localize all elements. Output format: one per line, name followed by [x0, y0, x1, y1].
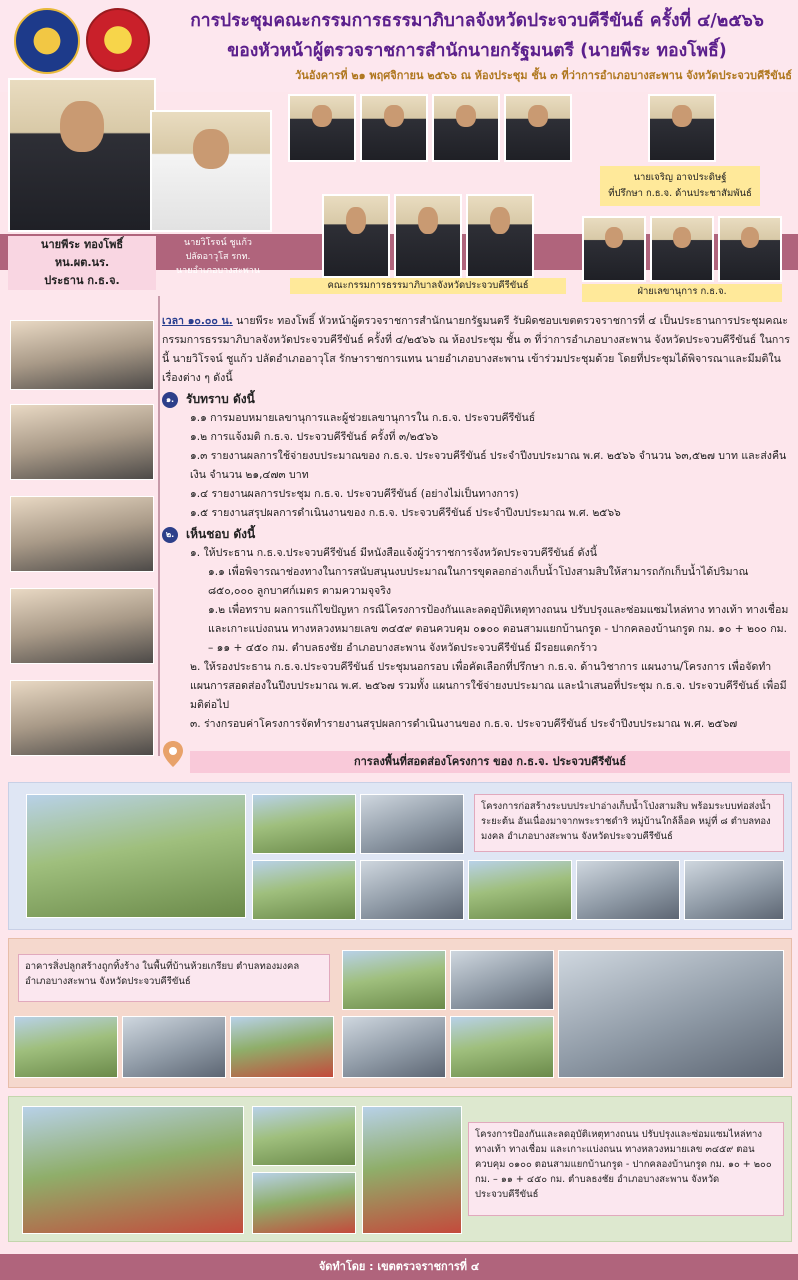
project-2-photo — [14, 1016, 118, 1078]
project-2-photo — [558, 950, 784, 1078]
committee-member-photo — [432, 94, 500, 162]
section-1-title: รับทราบ ดังนี้ — [186, 392, 255, 406]
committee-member-photo — [360, 94, 428, 162]
intro-paragraph — [162, 312, 792, 388]
advisor-caption — [600, 166, 760, 206]
committee-member-photo — [504, 94, 572, 162]
project-1-photo — [684, 860, 784, 920]
meeting-summary — [162, 312, 792, 734]
location-pin-icon — [162, 740, 184, 768]
section-1-heading — [162, 390, 792, 409]
project-3-description: โครงการป้องกันและลดอุบัติเหตุทางถนน ปรับปรุงและซ่อมแซมไหล่ทาง ทางเท้า ทางเชื่อม และเกาะแบ่งถนน ทางหลวงหมายเลข ๓๔๕๙ ตอนควบคุม ๐๑๐๐ ตอนสามแยกบ้านกรูด - ปากคลองบ้านกรูด กม. ๑๐ + ๒๐๐ กม. – ๑๑ + ๔๕๐ กม. ตำบลธงชัย อำเภอบางสะพาน จังหวัดประจวบคีรีขันธ์ — [468, 1122, 784, 1216]
list-item: ๑.๕ รายงานสรุปผลการดำเนินงานของ ก.ธ.จ. ประจวบคีรีขันธ์ ประจำปีงบประมาณ พ.ศ. ๒๕๖๖ — [190, 507, 621, 519]
list-item: ๑.๑ เพื่อพิจารณาช่องทางในการสนับสนุนงบประมาณในการขุดลอกอ่างเก็บน้ำโป่งสามสิบให้สามารถกักเก็บน้ำได้ปริมาณ ๘๕๐,๐๐๐ ลูกบาศก์เมตร ตามความจุจริง — [208, 566, 749, 597]
project-3-photo — [252, 1172, 356, 1234]
list-item: ๑.๒ เพื่อทราบ ผลการแก้ไขปัญหา กรณีโครงการป้องกันและลดอุบัติเหตุทางถนน ปรับปรุงและซ่อมแซมไหล่ทาง ทางเท้า ทางเชื่อม และเกาะแบ่งถนน ทางหลวงหมายเลข ๓๔๕๙ ตอนควบคุม ๐๑๐๐ ตอนสามแยกบ้านกรูด - ปากคลองบ้านกรูด กม. ๑๐ + ๒๐๐ กม. – ๑๑ + ๔๕๐ กม. ตำบลธงชัย อำเภอบางสะพาน จังหวัดประจวบคีรีขันธ์ มีรอยแตกร้าว — [208, 604, 789, 654]
page-subtitle: ของหัวหน้าผู้ตรวจราชการสำนักนายกรัฐมนตรี (นายพีระ ทองโพธิ์) — [227, 41, 727, 61]
project-2-photo — [122, 1016, 226, 1078]
project-2-photo — [450, 1016, 554, 1078]
project-1-photo — [252, 860, 356, 920]
project-2-photo — [450, 950, 554, 1010]
section-2-number: ๒. — [162, 527, 178, 543]
section-2-heading — [162, 525, 792, 544]
chair-role: ประธาน ก.ธ.จ. — [44, 274, 120, 287]
deputy-caption — [162, 236, 274, 288]
intro-time: เวลา ๑๐.๐๐ น. — [162, 315, 233, 327]
project-1-photo — [26, 794, 246, 918]
secretariat-caption: ฝ่ายเลขานุการ ก.ธ.จ. — [582, 284, 782, 302]
chair-name: นายพีระ ทองโพธิ์ — [40, 238, 124, 251]
project-1-description: โครงการก่อสร้างระบบประปาอ่างเก็บน้ำโป่งสามสิบ พร้อมระบบท่อส่งน้ำระยะต้น อันเนื่องมาจากพระราชดำริ หมู่บ้านใกล้ล็อค หมู่ที่ ๘ ตำบลทองมงคล อำเภอบางสะพาน จังหวัดประจวบคีรีขันธ์ — [474, 794, 784, 852]
list-item: ๑. ให้ประธาน ก.ธ.จ.ประจวบคีรีขันธ์ มีหนังสือแจ้งผู้ว่าราชการจังหวัดประจวบคีรีขันธ์ ดังนี้ — [190, 547, 597, 559]
meeting-photo — [10, 320, 154, 390]
project-2-photo — [342, 1016, 446, 1078]
meeting-photo — [10, 588, 154, 664]
section-1-number: ๑. — [162, 392, 178, 408]
deputy-role: นายอำเภอบางสะพาน — [176, 266, 260, 276]
site-visit-banner: การลงพื้นที่สอดส่องโครงการ ของ ก.ธ.จ. ประจวบคีรีขันธ์ — [190, 751, 790, 773]
province-seal-logo — [86, 8, 150, 72]
list-item: ๒. ให้รองประธาน ก.ธ.จ.ประจวบคีรีขันธ์ ประชุมนอกรอบ เพื่อคัดเลือกที่ปรึกษา ก.ธ.จ. ด้านวิชาการ แผนงาน/โครงการ เพื่อจัดทำแผนการสอดส่องในปีงบประมาณ พ.ศ. ๒๕๖๗ รวมทั้ง แผนการใช้จ่ายงบประมาณ และนำเสนอที่ประชุม ก.ธ.จ. ประจวบคีรีขันธ์ เพื่อมีมติต่อไป — [190, 661, 787, 711]
secretariat-photo — [650, 216, 714, 282]
deputy-position: ปลัดอาวุโส รกท. — [185, 252, 251, 262]
project-3-photo — [362, 1106, 462, 1234]
committee-member-photo — [394, 194, 462, 278]
footer-credit: จัดทำโดย : เขตตรวจราชการที่ ๔ — [0, 1254, 798, 1280]
project-3-photo — [252, 1106, 356, 1166]
committee-member-photo — [288, 94, 356, 162]
committee-member-photo — [466, 194, 534, 278]
project-2-photo — [342, 950, 446, 1010]
project-1-photo — [360, 860, 464, 920]
list-item: ๑.๒ การแจ้งมติ ก.ธ.จ. ประจวบคีรีขันธ์ ครั้งที่ ๓/๒๕๖๖ — [190, 431, 439, 443]
divider — [158, 296, 160, 756]
deputy-name: นายวิโรจน์ ชูแก้ว — [184, 238, 252, 248]
intro-text: นายพีระ ทองโพธิ์ หัวหน้าผู้ตรวจราชการสำนักนายกรัฐมนตรี รับผิดชอบเขตตรวจราชการที่ ๔ เป็นประธานการประชุมคณะกรรมการธรรมาภิบาลจังหวัดประจวบคีรีขันธ์ ครั้งที่ ๔/๒๕๖๖ ณ ห้องประชุม ชั้น ๓ ที่ว่าการอำเภอบางสะพาน จังหวัดประจวบคีรีขันธ์ ในการนี้ นายวิโรจน์ ชูแก้ว ปลัดอำเภออาวุโส รักษาราชการแทน นายอำเภอบางสะพาน เข้าร่วมประชุมด้วย โดยที่ประชุมได้พิจารณาและมีมติในเรื่องต่าง ๆ ดังนี้ — [162, 315, 790, 384]
committee-caption: คณะกรรมการธรรมาภิบาลจังหวัดประจวบคีรีขันธ์ — [290, 278, 566, 294]
meeting-photo — [10, 404, 154, 480]
committee-member-photo — [322, 194, 390, 278]
government-seal-logo — [14, 8, 80, 74]
meeting-photo — [10, 680, 154, 756]
project-1-photo — [468, 860, 572, 920]
project-1-photo — [360, 794, 464, 854]
list-item: ๑.๔ รายงานผลการประชุม ก.ธ.จ. ประจวบคีรีขันธ์ (อย่างไม่เป็นทางการ) — [190, 488, 519, 500]
chair-position: หน.ผต.นร. — [54, 256, 110, 269]
secretariat-photo — [582, 216, 646, 282]
deputy-photo — [150, 110, 272, 232]
project-1-photo — [576, 860, 680, 920]
list-item: ๑.๑ การมอบหมายเลขานุการและผู้ช่วยเลขานุการใน ก.ธ.จ. ประจวบคีรีขันธ์ — [190, 412, 536, 424]
advisor-photo — [648, 94, 716, 162]
project-2-description: อาคารสิ่งปลูกสร้างถูกทิ้งร้าง ในพื้นที่บ้านห้วยเกรียบ ตำบลทองมงคล อำเภอบางสะพาน จังหวัดประจวบคีรีขันธ์ — [18, 954, 330, 1002]
section-2-title: เห็นชอบ ดังนี้ — [186, 527, 256, 541]
meeting-photo — [10, 496, 154, 572]
project-2-photo — [230, 1016, 334, 1078]
list-item: ๑.๓ รายงานผลการใช้จ่ายงบประมาณของ ก.ธ.จ. ประจวบคีรีขันธ์ ประจำปีงบประมาณ พ.ศ. ๒๕๖๖ จำนวน ๖๓,๕๒๗ บาท และส่งคืนเงิน จำนวน ๒๑,๔๗๓ บาท — [190, 450, 787, 481]
chair-photo — [8, 78, 156, 232]
project-3-photo — [22, 1106, 244, 1234]
project-1-photo — [252, 794, 356, 854]
page-title: การประชุมคณะกรรมการธรรมาภิบาลจังหวัดประจวบคีรีขันธ์ ครั้งที่ ๔/๒๕๖๖ — [190, 11, 764, 31]
list-item: ๓. ร่างกรอบค่าโครงการจัดทำรายงานสรุปผลการดำเนินงานของ ก.ธ.จ. ประจวบคีรีขันธ์ ประจำปีงบประมาณ พ.ศ. ๒๕๖๗ — [190, 718, 738, 730]
date-line: วันอังคารที่ ๒๑ พฤศจิกายน ๒๕๖๖ ณ ห้องประชุม ชั้น ๓ ที่ว่าการอำเภอบางสะพาน จังหวัดประจวบคีรีขันธ์ — [295, 69, 792, 82]
advisor-position: ที่ปรึกษา ก.ธ.จ. ด้านประชาสัมพันธ์ — [608, 188, 752, 199]
advisor-name: นายเจริญ อาจประดิษฐ์ — [633, 172, 727, 183]
chair-caption — [8, 236, 156, 290]
secretariat-photo — [718, 216, 782, 282]
